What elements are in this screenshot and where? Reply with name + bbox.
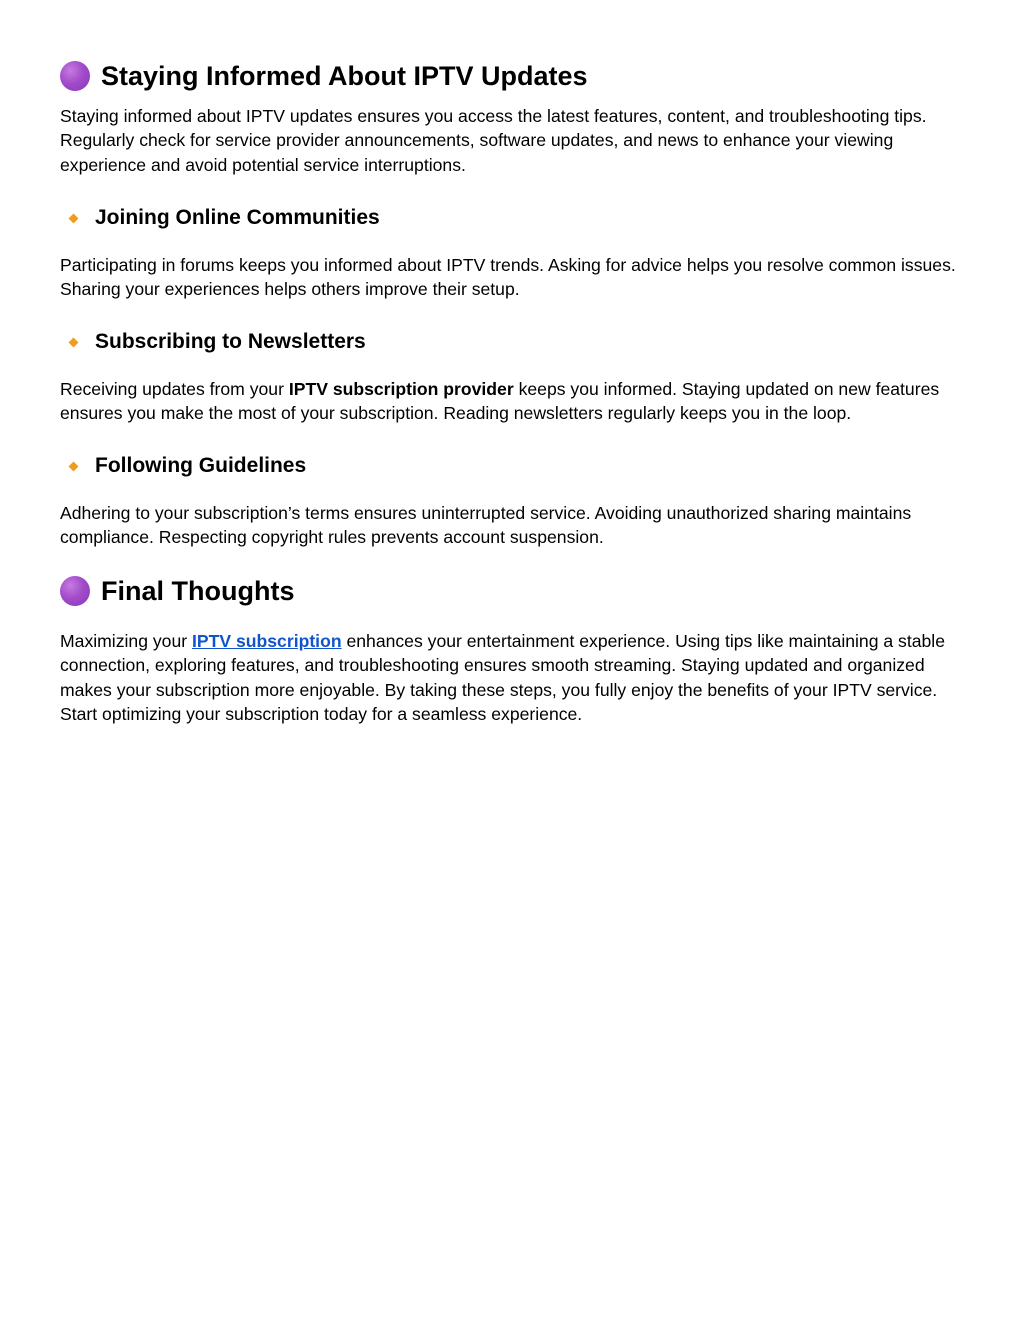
subsection-heading-guidelines [60, 453, 306, 479]
subsection-paragraph-newsletters [60, 377, 964, 426]
section-heading-updates [60, 60, 588, 92]
purple-circle-icon [60, 576, 90, 606]
subsection-heading-text: Subscribing to Newsletters [95, 330, 366, 353]
orange-diamond-icon [69, 461, 79, 471]
subsection-paragraph-guidelines: Adhering to your subscription’s terms ensures uninterrupted service. Avoiding unauthorized sharing maintains compliance. Respecting copyright rules prevents account suspension. [60, 503, 912, 548]
subsection-heading-communities [60, 205, 380, 231]
subsection-heading-text: Following Guidelines [95, 454, 307, 477]
section-heading-text: Staying Informed About IPTV Updates [101, 61, 588, 91]
subsection-heading-text: Joining Online Communities [95, 206, 380, 229]
section-heading-text: Final Thoughts [101, 576, 295, 606]
orange-diamond-icon [69, 337, 79, 347]
paragraph-text: keeps you informed. Staying updated on new features ensures you make the most of your subscription. Reading newsletters regularly keeps you in the loop. [60, 379, 940, 424]
subsection-heading-newsletters [60, 329, 366, 355]
purple-circle-icon [60, 61, 90, 91]
paragraph-text: enhances your entertainment experience. Using tips like maintaining a stable connection, exploring features, and troubleshooting ensures smooth streaming. Staying updated and organized makes your subscription more enjoyable. By taking these steps, you fully enjoy the benefits of your IPTV service. Start optimizing your subscription today for a seamless experience. [60, 631, 945, 725]
orange-diamond-icon [69, 213, 79, 223]
section-paragraph-updates: Staying informed about IPTV updates ensures you access the latest features, content, and troubleshooting tips. Regularly check for service provider announcements, software updates, and news to enhance your viewing experience and avoid potential service interruptions. [60, 106, 927, 175]
subsection-paragraph-communities: Participating in forums keeps you informed about IPTV trends. Asking for advice helps you resolve common issues. Sharing your experiences helps others improve their setup. [60, 255, 956, 300]
section-heading-final-thoughts [60, 575, 294, 607]
paragraph-text: Maximizing your [60, 631, 192, 651]
iptv-subscription-link[interactable]: IPTV subscription [192, 631, 342, 651]
bold-provider-text: IPTV subscription provider [288, 379, 514, 399]
section-paragraph-final-thoughts [60, 629, 964, 727]
paragraph-text: Receiving updates from your [60, 379, 289, 399]
